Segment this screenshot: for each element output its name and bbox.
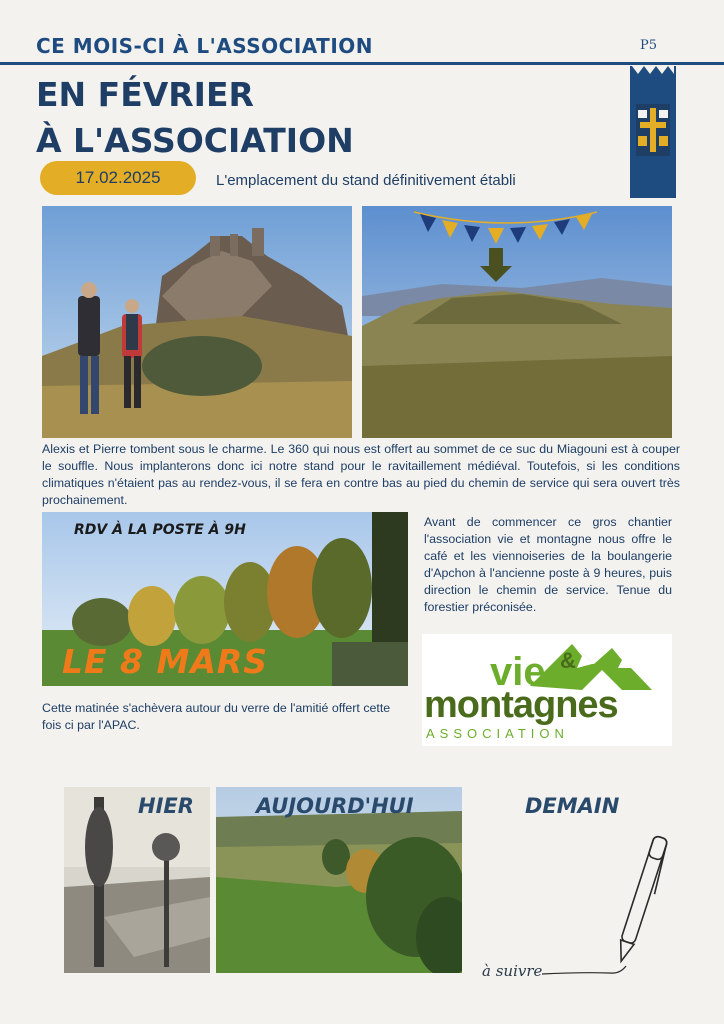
date-badge: 17.02.2025 xyxy=(40,161,196,195)
logo-word-montagnes: montagnes xyxy=(424,684,618,726)
page-title-line2: À L'ASSOCIATION xyxy=(36,121,354,160)
date-caption: L'emplacement du stand définitivement établi xyxy=(216,172,516,189)
page-title xyxy=(36,72,354,164)
header-divider xyxy=(0,62,724,65)
pen-icon xyxy=(540,830,680,980)
demain-label: DEMAIN xyxy=(525,794,620,818)
rdv-overlay-text: RDV À LA POSTE À 9H xyxy=(74,522,246,538)
hill-site-photo xyxy=(362,206,672,438)
a-suivre-label: à suivre xyxy=(482,962,543,980)
logo-subtitle: ASSOCIATION xyxy=(426,726,569,741)
vie-et-montagnes-logo xyxy=(422,634,672,746)
page-number: P5 xyxy=(640,38,658,53)
castle-rock-photo xyxy=(42,206,352,438)
hier-label: HIER xyxy=(138,794,194,818)
logo-word-vie: vie xyxy=(490,650,546,694)
date-overlay-text: LE 8 MARS xyxy=(62,642,269,681)
closing-paragraph: Cette matinée s'achèvera autour du verre de l'amitié offert cette fois ci par l'APAC. xyxy=(42,701,391,732)
section-title: CE MOIS-CI À L'ASSOCIATION xyxy=(36,34,374,58)
logo-ampersand: & xyxy=(560,648,576,673)
aujourdhui-label: AUJOURD'HUI xyxy=(256,794,414,818)
page-title-line1: EN FÉVRIER xyxy=(36,75,254,114)
coat-of-arms-banner-icon xyxy=(630,66,676,198)
program-paragraph: Avant de commencer ce gros chantier l'association vie et montagne nous offre le café et les viennoiseries de la boulangerie d'Apchon à l'ancienne poste à 9 heures, puis direction le chemin de service. Tenue du forestier préconisée. xyxy=(424,515,672,614)
intro-paragraph: Alexis et Pierre tombent sous le charme. Le 360 qui nous est offert au sommet de ce suc du Miagouni est à couper le souffle. Nous implanterons donc ici notre stand pour le ravitaillement médiéval. Toutefois, si les conditions climatiques n'étaient pas au rendez-vous, il se fera en contre bas au pied du chemin de service qui sera ouvert très prochainement. xyxy=(42,442,680,507)
